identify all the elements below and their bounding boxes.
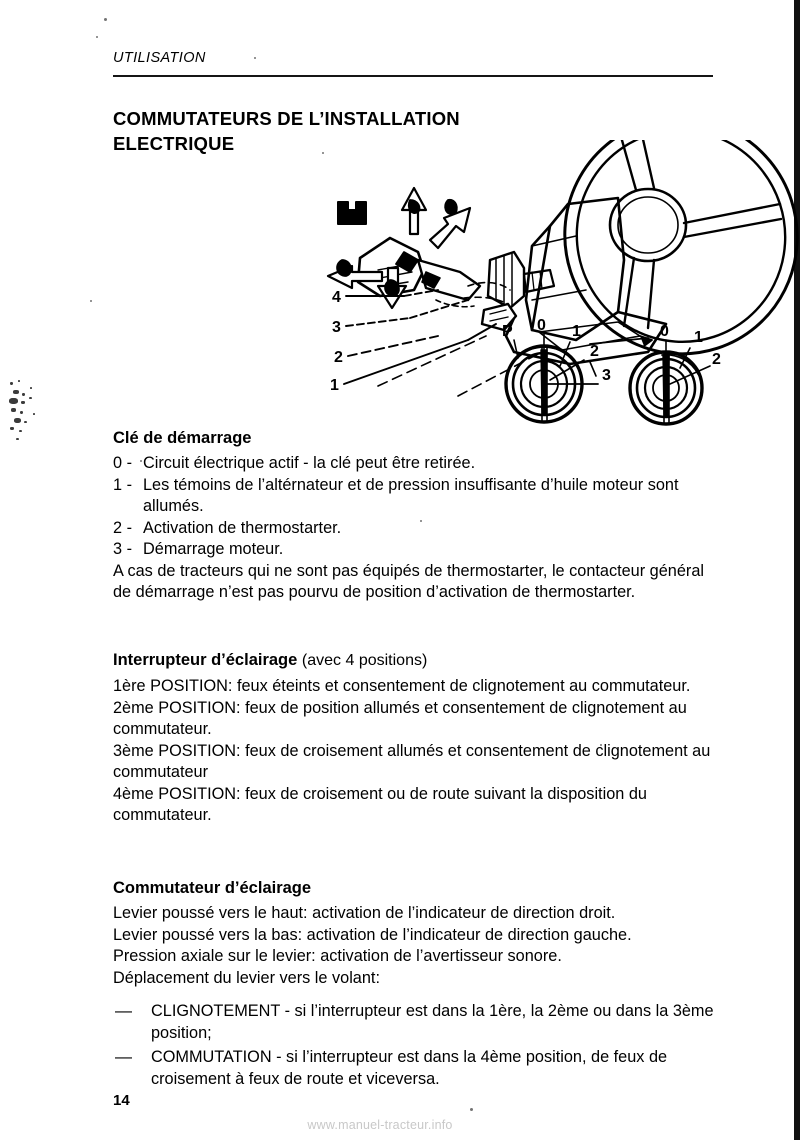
key-positions-list [113, 453, 717, 561]
list-item [113, 518, 717, 540]
list-item [113, 453, 717, 475]
figure-callout-1: 1 [330, 377, 339, 394]
header-rule [113, 75, 713, 77]
section-heading: Commutateur d’éclairage [113, 879, 312, 897]
scan-noise-dot [96, 36, 98, 38]
section-paragraph: Levier poussé vers la bas: activation de l’indicateur de direction gauche. [113, 925, 632, 944]
key-position-number: 1 - [113, 475, 133, 494]
figure-callout-4: 4 [332, 289, 341, 306]
dash-bullet-icon: — [115, 1001, 132, 1020]
section-heading-suffix: (avec 4 positions) [301, 652, 428, 669]
section-paragraph: Pression axiale sur le levier: activation de l’avertisseur sonore. [113, 947, 562, 965]
page-title: COMMUTATEURS DE L’INSTALLATION ELECTRIQUE [113, 108, 460, 155]
scan-noise-dot [254, 57, 256, 59]
key-position-text: Circuit électrique actif - la clé peut être retirée. [143, 454, 476, 472]
scan-noise-dot [90, 300, 92, 302]
key-position-text: Activation de thermostarter. [143, 518, 342, 537]
key-position-number: 2 - [113, 518, 133, 537]
section-paragraph: Déplacement du levier vers le volant: [113, 968, 380, 987]
section-heading [113, 650, 719, 671]
key-position-text: Les témoins de l’altérnateur et de pression insuffisante d’huile moteur sont allumés. [143, 475, 679, 515]
figure-callout-2: 2 [334, 349, 343, 366]
list-item [113, 539, 717, 561]
section-paragraph: Levier poussé vers le haut: activation de l’indicateur de direction droit. [113, 904, 616, 922]
list-item-text: CLIGNOTEMENT - si l’interrupteur est dans la 1ère, la 2ème ou dans la 3ème position; [151, 1002, 714, 1042]
list-item [113, 475, 717, 518]
section-paragraph: 1ère POSITION: feux éteints et consentement de clignotement au commutateur. [113, 677, 691, 695]
section-heading: Clé de démarrage [113, 429, 252, 447]
section-heading-text: Interrupteur d’éclairage [113, 651, 298, 669]
key-position-text: Démarrage moteur. [143, 540, 284, 558]
dial-right-label-1: 1 [694, 329, 703, 346]
list-item-text: COMMUTATION - si l’interrupteur est dans la 4ème position, de feux de croisement à feux de route et viceversa. [151, 1048, 668, 1088]
key-position-number: 3 - [113, 540, 133, 558]
scan-noise-dot [104, 18, 107, 21]
watermark: www.manuel-tracteur.info [307, 1118, 453, 1132]
steering-column-switches-figure [318, 140, 800, 440]
section-paragraph: 2ème POSITION: feux de position allumés et consentement de clignotement au commutateur. [113, 698, 687, 738]
section-commutateur-eclairage [113, 878, 725, 1090]
dash-bullet-icon: — [115, 1047, 132, 1066]
scan-noise-artifact [8, 378, 54, 446]
list-item [113, 1001, 725, 1044]
commutateur-options-list [113, 1001, 725, 1090]
dial-left-label-3: 3 [602, 367, 611, 384]
key-position-number: 0 - [113, 454, 133, 472]
section-paragraph: 3ème POSITION: feux de croisement allumés et consentement de clignotement au commutateur [113, 741, 711, 781]
dial-right-label-0: 0 [660, 323, 669, 340]
running-head: UTILISATION [113, 50, 206, 66]
scan-noise-dot [470, 1108, 473, 1111]
dial-left-label-0: 0 [537, 317, 546, 334]
figure-callout-3: 3 [332, 319, 341, 336]
dial-left-label-1: 1 [572, 323, 581, 340]
list-item [113, 1047, 725, 1090]
dial-left-label-P: P [502, 323, 513, 340]
page-number: 14 [113, 1092, 130, 1109]
dial-right-label-2: 2 [712, 351, 721, 368]
section-paragraph: A cas de tracteurs qui ne sont pas équipés de thermostarter, le contacteur général de démarrage n’est pas pourvu de position d’activation de thermostarter. [113, 561, 704, 601]
section-cle-de-demarrage [113, 428, 717, 604]
section-paragraph: 4ème POSITION: feux de croisement ou de route suivant la disposition du commutateur. [113, 784, 647, 824]
section-interrupteur-eclairage [113, 650, 719, 827]
dial-left-label-2: 2 [590, 343, 599, 360]
